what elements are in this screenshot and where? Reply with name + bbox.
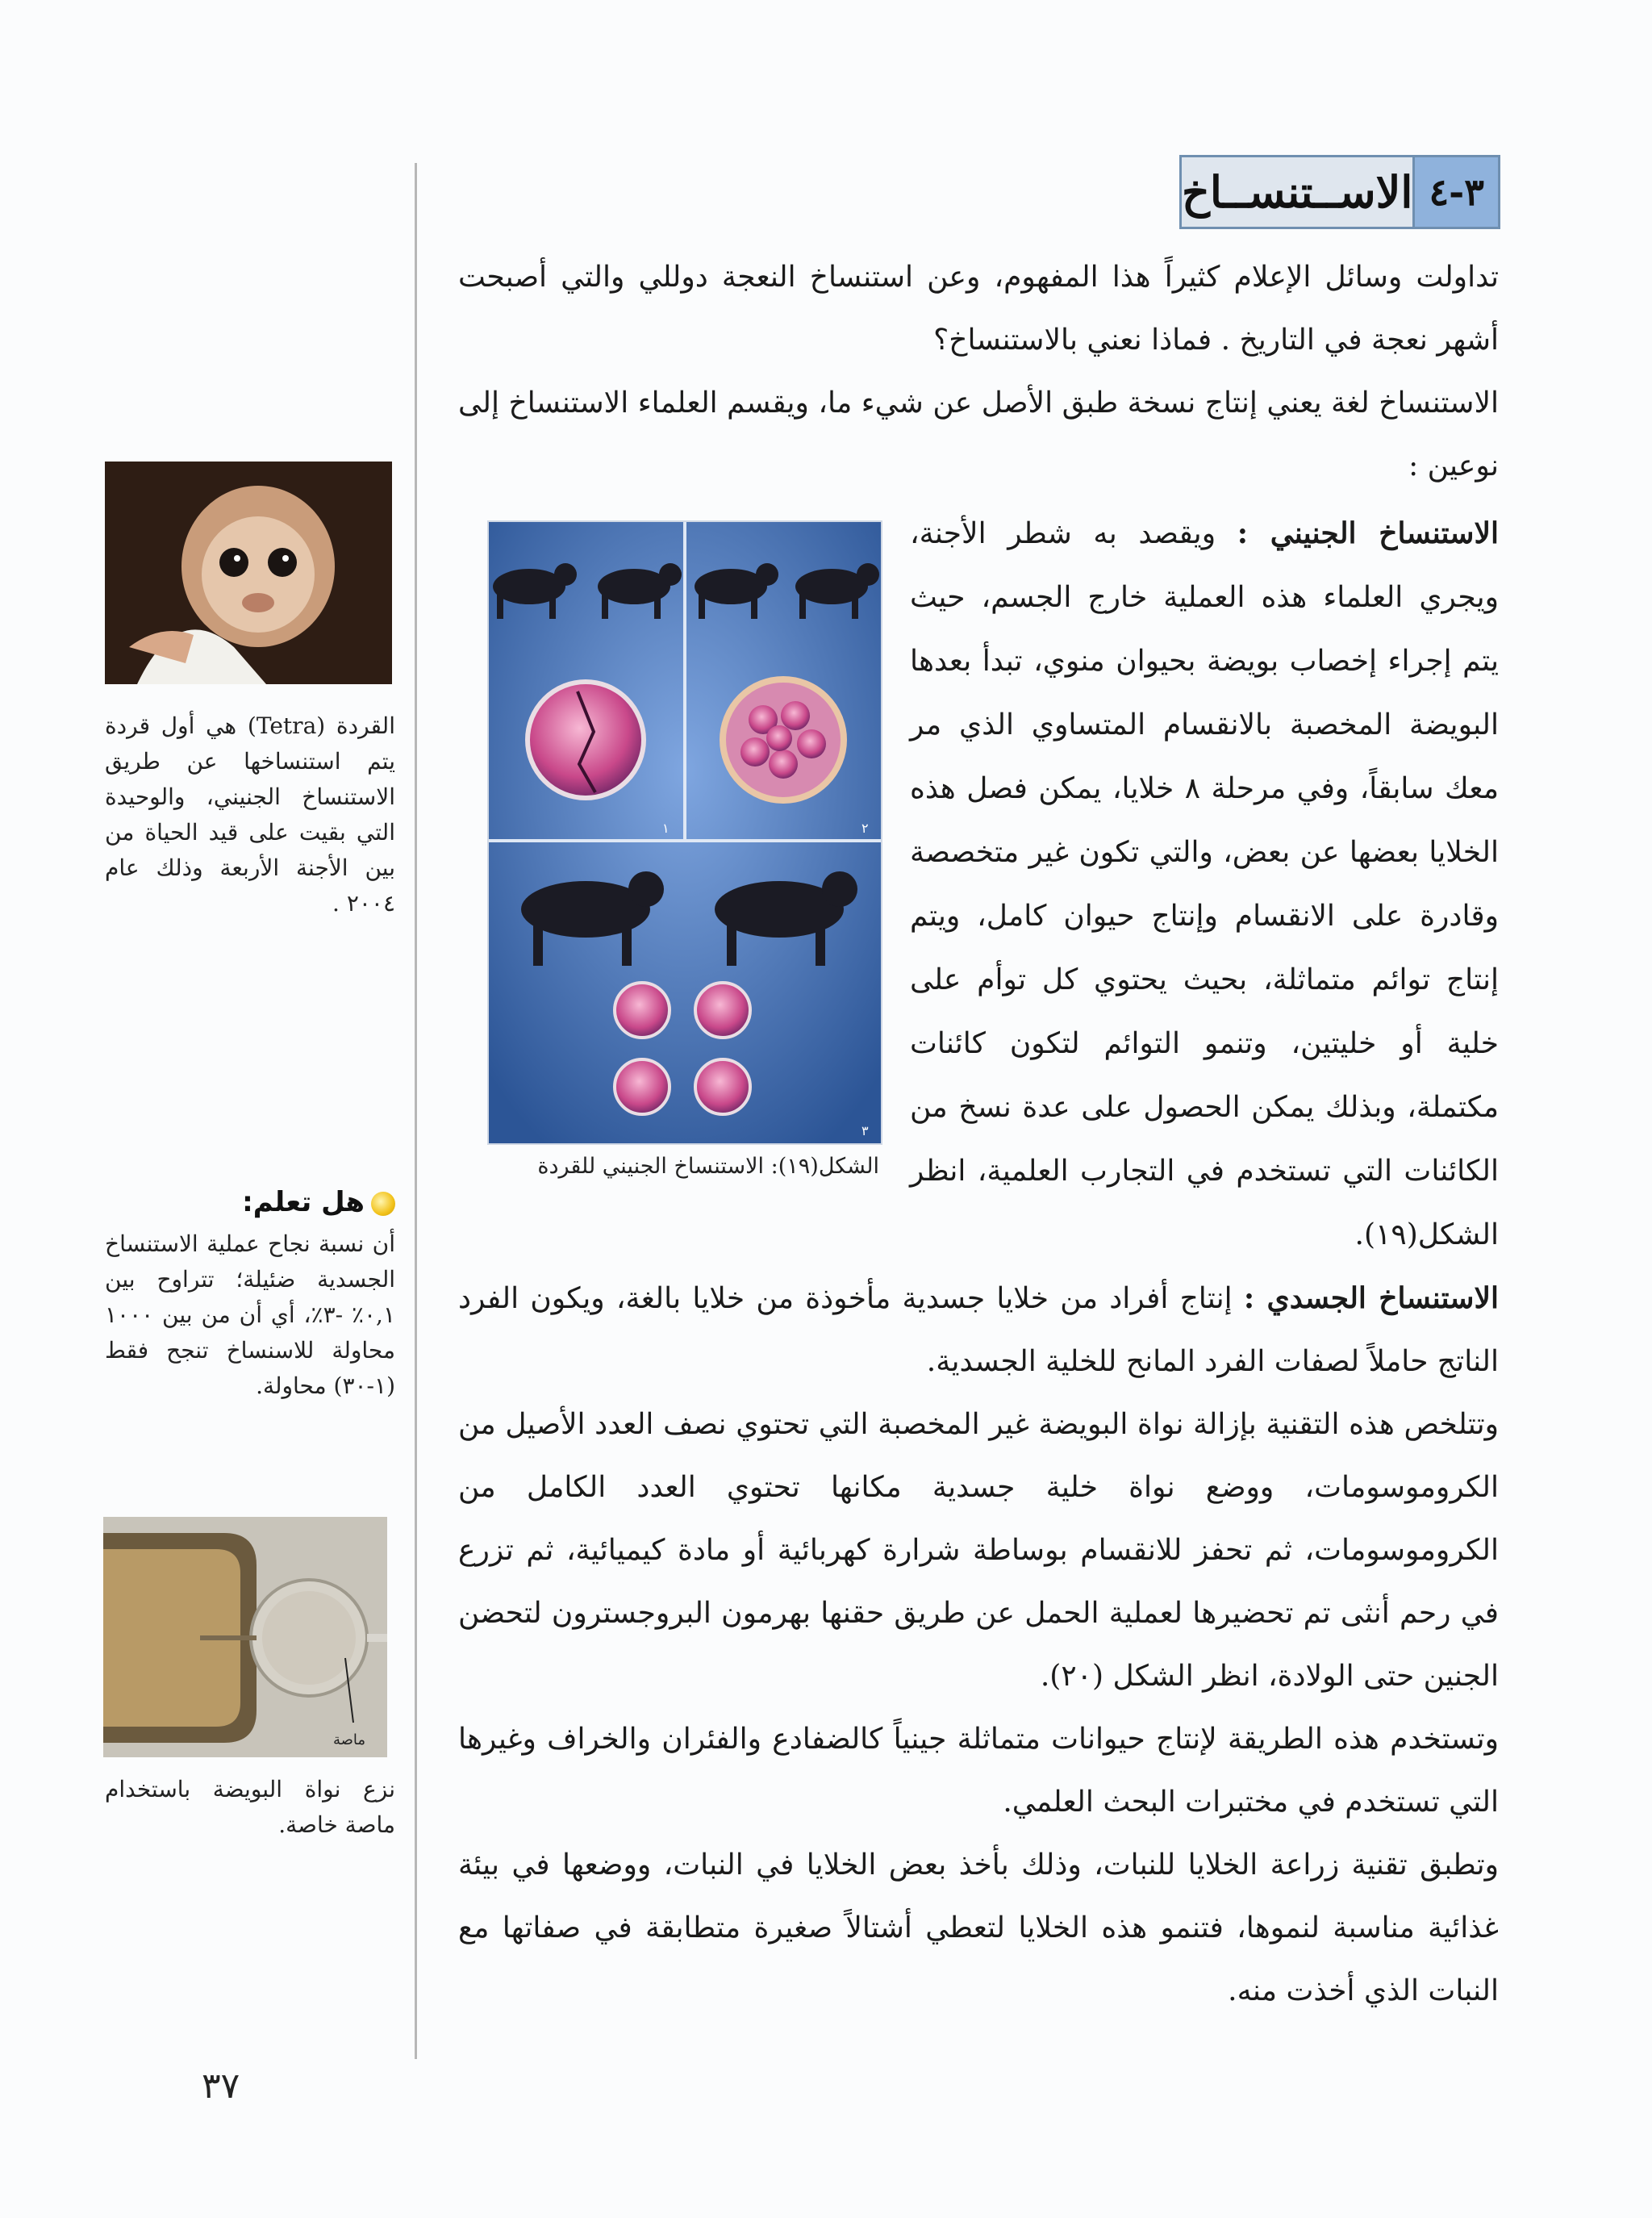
somatic-paragraph-2: وتتلخص هذه التقنية بإزالة نواة البويضة غير المخصبة التي تحتوي نصف العدد الأصيل من الكروموسومات، ووضع نواة خلية جسدية مكانها تحتوي العدد الكامل من الكروموسومات، ثم تحفز للانقسام بوساطة شرارة كهربائية أو مادة كيميائية، ثم تزرع في رحم أنثى تم تحضيرها لعملية الحمل عن طريق حقنها بهرمون البروجسترون لتحضن الجنين حتى الولادة، انظر الشكل (٢٠). — [458, 1408, 1499, 1693]
pipette-caption-text: نزع نواة البويضة باستخدام ماصة خاصة. — [105, 1776, 395, 1838]
monkey-illustration — [105, 462, 392, 684]
panel-label-1: ١ — [662, 821, 670, 836]
section-title: الاســتنســاخ — [1182, 157, 1415, 227]
pipette-caption — [105, 1772, 395, 1843]
tetra-caption-text: القردة (Tetra) هي أول قردة يتم استنساخها عن طريق الاستنساخ الجنيني، والوحيدة التي بقيت على قيد الحياة من بين الأجنة الأربعة وذلك عام ٢٠٠٤ . — [105, 712, 395, 917]
section-number: ٣-٤ — [1415, 157, 1498, 227]
figure-19-embryonic-cloning-image — [487, 520, 882, 1145]
panel-label-3: ٣ — [861, 1123, 869, 1138]
somatic-term: الاستنساخ الجسدي : — [1243, 1281, 1500, 1315]
column-divider — [415, 163, 417, 2059]
figure-19-illustration — [489, 522, 881, 1143]
did-you-know-title: هل تعلم: — [242, 1186, 365, 1218]
panel-label-2: ٢ — [861, 821, 869, 836]
intro-paragraph-1: تداولت وسائل الإعلام كثيراً هذا المفهوم، وعن استنساخ النعجة دوللي والتي أصبحت أشهر نعجة في التاريخ . فماذا نعني بالاستنساخ؟ — [458, 261, 1499, 357]
intro-text — [458, 246, 1499, 498]
pipette-label: ماصة — [333, 1731, 366, 1748]
somatic-cloning-text — [458, 1267, 1499, 2023]
embryonic-term: الاستنساخ الجنيني : — [1237, 516, 1500, 550]
embryonic-cloning-paragraph — [910, 502, 1499, 1267]
embryonic-text: ويقصد به شطر الأجنة، ويجري العلماء هذه العملية خارج الجسم، حيث يتم إجراء إخصاب بويضة بحيوان منوي، تبدأ بعدها البويضة المخصبة بالانقسام المتساوي الذي مر معك سابقاً، وفي مرحلة ٨ خلايا، يمكن فصل هذه الخلايا بعضها عن بعض، والتي تكون غير متخصصة وقادرة على الانقسام وإنتاج حيوان كامل، ويتم إنتاج توائم متماثلة، بحيث يحتوي كل توأم على خلية أو خليتين، وتنمو التوائم لتكون كائنات مكتملة، وبذلك يمكن الحصول على عدة نسخ من الكائنات التي تستخدم في التجارب العلمية، انظر الشكل(١٩). — [910, 517, 1500, 1251]
intro-paragraph-2: الاستنساخ لغة يعني إنتاج نسخة طبق الأصل عن شيء ما، ويقسم العلماء الاستنساخ إلى نوعين : — [458, 386, 1499, 482]
did-you-know-box — [105, 1226, 395, 1404]
pipette-illustration — [103, 1517, 387, 1757]
tetra-monkey-photo — [105, 462, 392, 684]
figure-19-caption: الشكل(١٩): الاستنساخ الجنيني للقردة — [537, 1154, 879, 1179]
section-heading — [1179, 155, 1500, 229]
somatic-text: إنتاج أفراد من خلايا جسدية مأخوذة من خلايا بالغة، ويكون الفرد الناتج حاملاً لصفات الفرد المانح للخلية الجسدية. — [458, 1282, 1499, 1378]
somatic-paragraph-4: وتطبق تقنية زراعة الخلايا للنبات، وذلك بأخذ بعض الخلايا في النبات، ووضعها في بيئة غذائية مناسبة لنموها، فتنمو هذه الخلايا لتعطي أشتالاً صغيرة متطابقة في صفاتها مع النبات الذي أخذت منه. — [458, 1848, 1499, 2007]
did-you-know-heading — [105, 1186, 395, 1218]
tetra-caption — [105, 708, 395, 921]
did-you-know-text: أن نسبة نجاح عملية الاستنساخ الجسدية ضئيلة؛ تتراوح بين ٠,١٪ -٣٪، أي أن من بين ١٠٠٠ محاولة للاسنساخ تنجح فقط (١-٣٠) محاولة. — [105, 1230, 395, 1399]
pipette-nucleus-removal-photo — [103, 1517, 387, 1757]
lightbulb-icon — [371, 1192, 395, 1216]
somatic-paragraph-3: وتستخدم هذه الطريقة لإنتاج حيوانات متماثلة جينياً كالضفادع والفئران والخراف وغيرها التي تستخدم في مختبرات البحث العلمي. — [458, 1723, 1499, 1819]
page-number: ٣٧ — [202, 2066, 240, 2107]
